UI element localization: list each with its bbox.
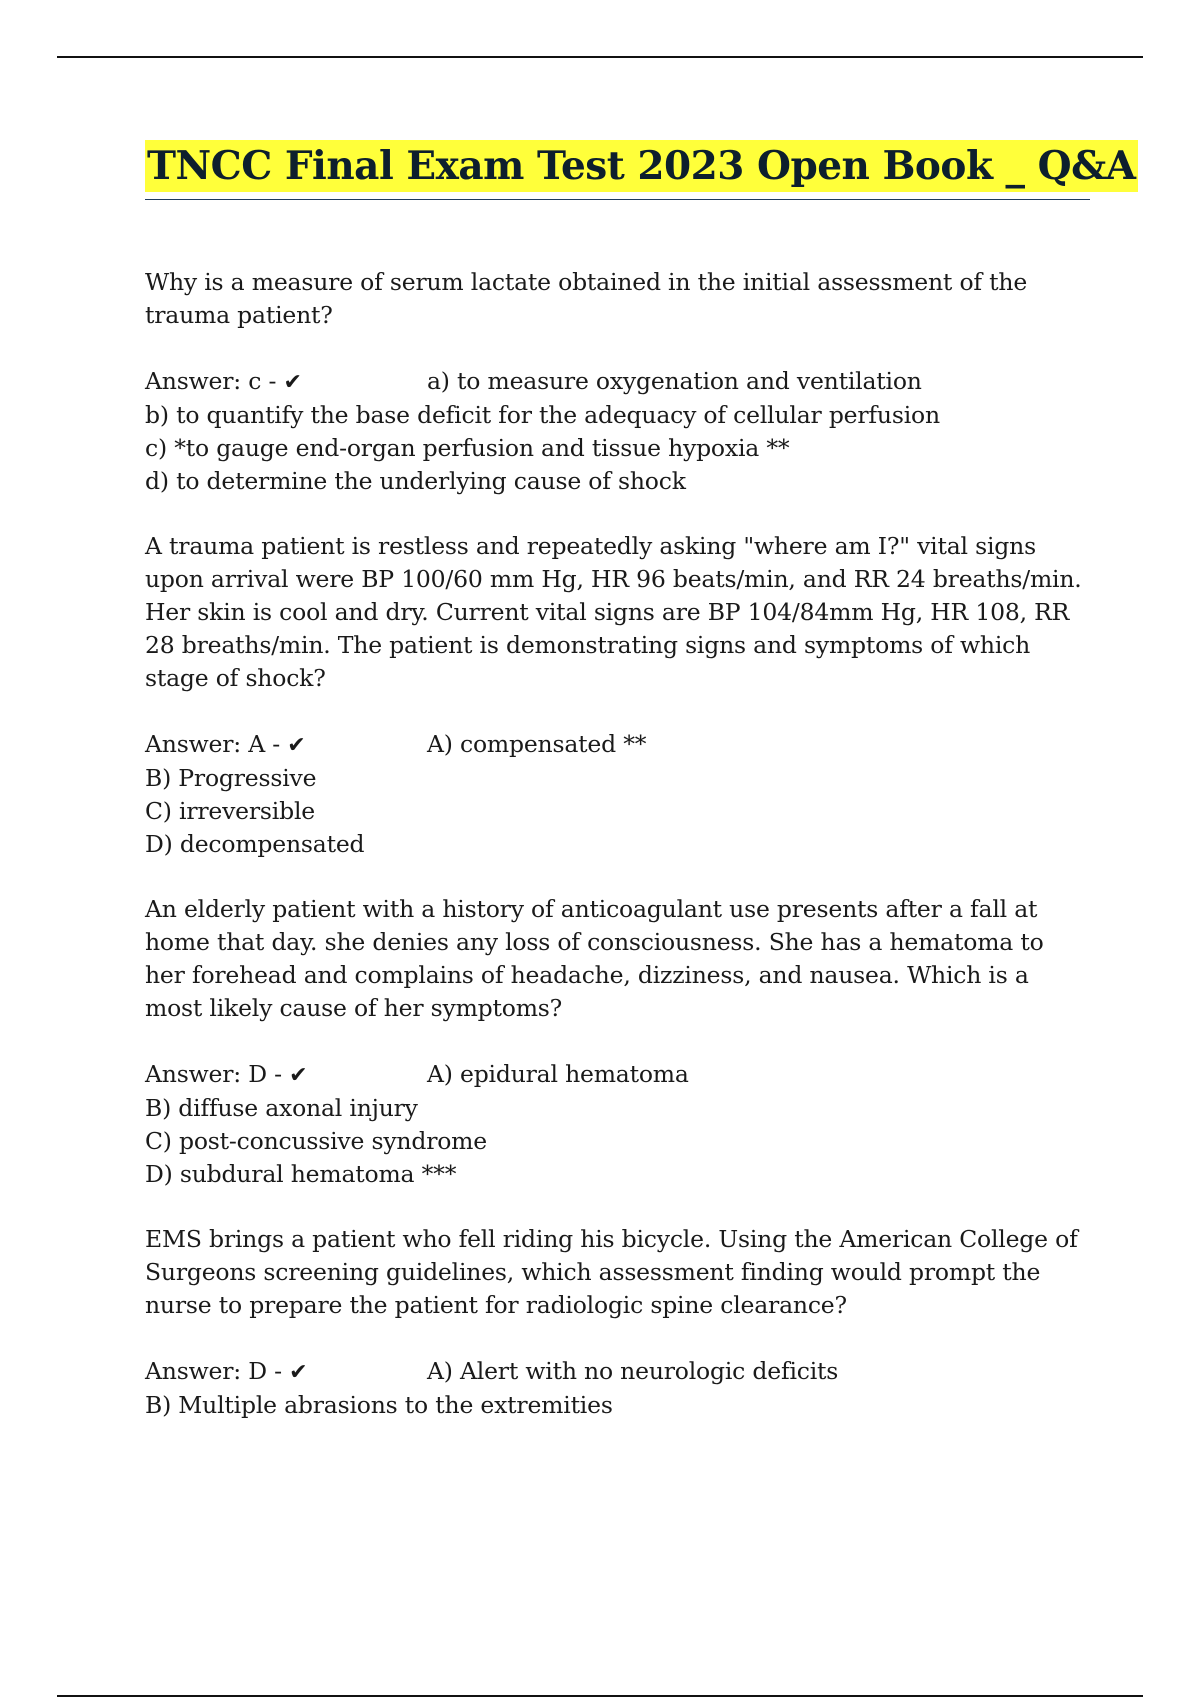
checkmark-icon: ✔ [287, 733, 306, 758]
answer-label-group [145, 365, 427, 399]
option-item: C) post-concussive syndrome [145, 1127, 487, 1155]
answer-label: Answer: A - [145, 730, 288, 758]
question-text: A trauma patient is restless and repeatedly asking "where am I?" vital signs upon arrival were BP 100/60 mm Hg, HR 96 beats/min, and RR 24 breaths/min. Her skin is cool and dry. Current vital signs are BP 104/84mm Hg, HR 108, RR 28 breaths/min. The patient is demonstrating signs and symptoms of which stage of shock? [145, 532, 1082, 692]
question-text: EMS brings a patient who fell riding his bicycle. Using the American College of Surgeons screening guidelines, which assessment finding would prompt the nurse to prepare the patient for radiologic spine clearance? [145, 1225, 1078, 1319]
option-item: c) *to gauge end-organ perfusion and tissue hypoxia ** [145, 434, 790, 462]
footer-rule [57, 1695, 1143, 1697]
document-title: TNCC Final Exam Test 2023 Open Book _ Q&A [145, 140, 1138, 192]
answer-line [145, 365, 1090, 399]
document-page [145, 140, 1136, 1454]
answer-label: Answer: c - [145, 367, 284, 395]
header-rule [57, 56, 1143, 58]
qa-item [145, 530, 1090, 861]
answer-line [145, 1355, 1090, 1389]
option-item: a) to measure oxygenation and ventilation [427, 367, 922, 395]
answer-label: Answer: D - [145, 1060, 290, 1088]
answer-label-group [145, 1058, 427, 1092]
answer-label-group [145, 728, 427, 762]
qa-item [145, 893, 1090, 1191]
option-item: A) Alert with no neurologic deficits [427, 1357, 839, 1385]
qa-item [145, 266, 1090, 498]
option-item: D) decompensated [145, 830, 365, 858]
option-item: B) diffuse axonal injury [145, 1094, 418, 1122]
option-item: C) irreversible [145, 797, 315, 825]
question-text: Why is a measure of serum lactate obtained in the initial assessment of the trauma patient? [145, 268, 1028, 329]
checkmark-icon: ✔ [289, 1360, 308, 1385]
question-text: An elderly patient with a history of anticoagulant use presents after a fall at home that day. she denies any loss of consciousness. She has a hematoma to her forehead and complains of headache, dizziness, and nausea. Which is a most likely cause of her symptoms? [145, 895, 1044, 1022]
checkmark-icon: ✔ [289, 1063, 308, 1088]
option-item: b) to quantify the base deficit for the adequacy of cellular perfusion [145, 401, 940, 429]
checkmark-icon: ✔ [283, 370, 302, 395]
option-item: A) compensated ** [427, 730, 647, 758]
qa-item [145, 1223, 1090, 1422]
answer-line [145, 1058, 1090, 1092]
option-item: A) epidural hematoma [427, 1060, 689, 1088]
option-item: d) to determine the underlying cause of shock [145, 467, 686, 495]
answer-label-group [145, 1355, 427, 1389]
answer-line [145, 728, 1090, 762]
option-item: D) subdural hematoma *** [145, 1160, 457, 1188]
answer-label: Answer: D - [145, 1357, 290, 1385]
title-block [145, 140, 1136, 200]
option-item: B) Progressive [145, 764, 317, 792]
option-item: B) Multiple abrasions to the extremities [145, 1391, 613, 1419]
